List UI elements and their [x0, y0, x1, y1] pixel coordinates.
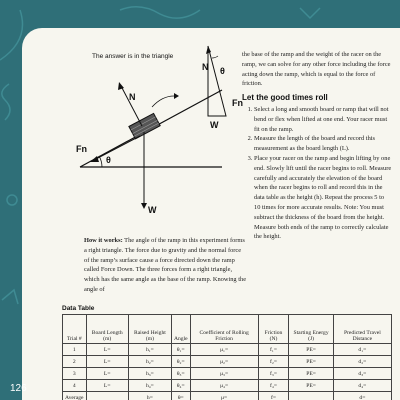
racer-box — [129, 113, 160, 139]
book-page — [22, 28, 400, 400]
motion-arrow — [152, 96, 174, 107]
table-cell: 1 — [63, 344, 87, 356]
step-item: 3. Place your racer on the ramp and begin lifting by one end. Slowly lift until the racer begins to roll. Measure carefully and accurately the elevation of the board when the racer begins to roll and record this in the data table as the height (h). Repeat the process 5 to 10 times for more accurate results. Note: You must subtract the thickness of the board from the height. Measure both ends of the ramp to correctly calculate the height. — [254, 154, 392, 242]
triangle-weight-label: W — [210, 120, 219, 130]
header-cell: Starting Energy (J) — [289, 315, 333, 344]
table-cell: h₁= — [128, 344, 171, 356]
continuation-text: the base of the ramp and the weight of the racer on the ramp, we can solve for any other force including the force acting down the ramp, which is equal to the force of friction. — [242, 51, 391, 88]
table-cell: d₃= — [333, 368, 391, 380]
table-cell — [86, 392, 128, 400]
table-row — [63, 368, 392, 380]
table-row — [63, 380, 392, 392]
table-cell: 2 — [63, 356, 87, 368]
header-cell: Raised Height (m) — [128, 315, 171, 344]
table-cell: 3 — [63, 368, 87, 380]
table-cell: f₁= — [258, 344, 289, 356]
step-item: 2. Measure the length of the board and record this measurement as the board length (L). — [254, 134, 392, 154]
table-cell: 4 — [63, 380, 87, 392]
how-it-works-paragraph — [84, 236, 248, 295]
table-cell: μ= — [190, 392, 258, 400]
table-cell: f₂= — [258, 356, 289, 368]
page-number: 126 — [10, 383, 27, 394]
friction-label: Fn — [76, 144, 87, 154]
triangle-normal-label: N — [202, 62, 209, 72]
right-column — [242, 50, 392, 242]
normal-label: N — [129, 92, 136, 102]
table-row — [63, 344, 392, 356]
data-table — [62, 314, 392, 400]
triangle-friction-label: Fn — [232, 98, 243, 108]
table-cell: h₃= — [128, 368, 171, 380]
section-heading: Let the good times roll — [242, 93, 328, 103]
figure-caption: The answer is in the triangle — [92, 53, 174, 60]
data-table-title: Data Table — [62, 305, 95, 312]
table-cell: PE= — [289, 356, 333, 368]
table-cell: d₂= — [333, 356, 391, 368]
table-row — [63, 356, 392, 368]
angle-label: θ — [106, 155, 111, 165]
table-cell: PE= — [289, 368, 333, 380]
table-cell: f₃= — [258, 368, 289, 380]
table-cell: L= — [86, 344, 128, 356]
steps-list — [242, 105, 392, 242]
table-cell: f= — [258, 392, 289, 400]
table-cell: L= — [86, 380, 128, 392]
table-cell: μ₂= — [190, 356, 258, 368]
table-cell: d₁= — [333, 344, 391, 356]
table-cell: h₄= — [128, 380, 171, 392]
table-cell: PE= — [289, 380, 333, 392]
ramp-force-diagram — [22, 28, 262, 228]
table-cell: h= — [128, 392, 171, 400]
friction-arrow — [94, 136, 140, 160]
how-it-works-lead: How it works: — [84, 237, 123, 244]
how-it-works-text: The angle of the ramp in this experiment forms a right triangle. The force due to gravity and the normal force of the ramp’s surface cause a force directed down the ramp called Force Down. The three forces form a right triangle, which has the same angle as the base of the ramp. Knowing the angle of — [84, 237, 247, 293]
table-header-row — [63, 315, 392, 344]
table-cell: θ₃= — [171, 368, 190, 380]
table-cell: θ₄= — [171, 380, 190, 392]
table-cell: μ₁= — [190, 344, 258, 356]
header-cell: Coefficient of Rolling Friction — [190, 315, 258, 344]
table-cell: h₂= — [128, 356, 171, 368]
header-cell: Friction (N) — [258, 315, 289, 344]
table-cell: PE= — [289, 344, 333, 356]
triangle-angle-label: θ — [220, 66, 225, 76]
table-cell: f₄= — [258, 380, 289, 392]
header-cell: Trial # — [63, 315, 87, 344]
step-item: 1. Select a long and smooth board or ramp that will not bend or flex when lifted at one end. Your racer must fit on the ramp. — [254, 105, 392, 134]
table-cell: Average — [63, 392, 87, 400]
table-cell: θ= — [171, 392, 190, 400]
table-cell: μ₄= — [190, 380, 258, 392]
table-cell — [289, 392, 333, 400]
table-cell: θ₂= — [171, 356, 190, 368]
table-cell: d₄= — [333, 380, 391, 392]
table-cell: d= — [333, 392, 391, 400]
header-cell: Board Length (m) — [86, 315, 128, 344]
header-cell: Predicted Travel Distance — [333, 315, 391, 344]
table-cell: L= — [86, 356, 128, 368]
table-cell: L= — [86, 368, 128, 380]
table-row-average — [63, 392, 392, 400]
header-cell: Angle — [171, 315, 190, 344]
table-cell: θ₁= — [171, 344, 190, 356]
table-cell: μ₃= — [190, 368, 258, 380]
weight-label: W — [148, 205, 157, 215]
